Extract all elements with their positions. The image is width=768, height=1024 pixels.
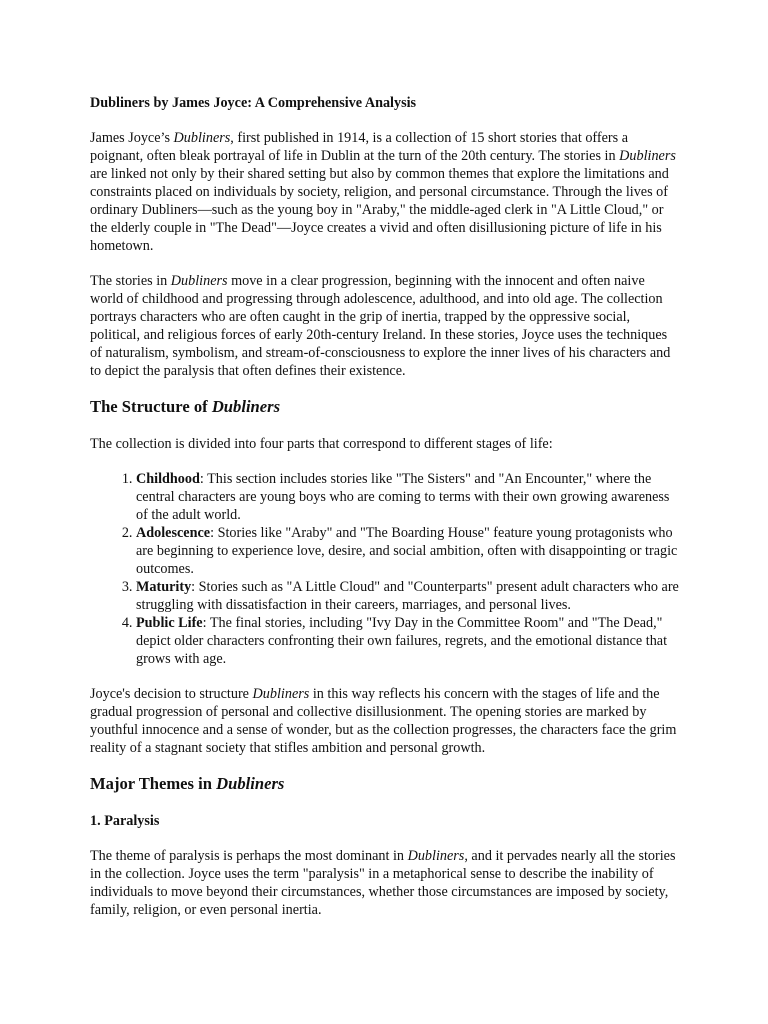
list-item <box>136 524 680 578</box>
intro-paragraph-1 <box>90 129 680 255</box>
structure-heading <box>90 397 680 417</box>
document-title: Dubliners by James Joyce: A Comprehensive Analysis <box>90 95 417 111</box>
book-title-italic: Dubliners <box>170 273 228 289</box>
book-title-italic: Dubliners <box>619 148 676 164</box>
paralysis-subheading: 1. Paralysis <box>90 813 160 829</box>
themes-heading <box>90 774 680 794</box>
text-run: , and it pervades nearly all the stories in the collection. Joyce uses the term "paralysis" in a metaphorical sense to describe the inability of individuals to move beyond their circumstances, whether those circumstances are imposed by society, family, religion, or even personal inertia. <box>90 848 676 918</box>
document-page <box>90 94 680 936</box>
stage-term: Public Life <box>136 615 203 631</box>
text-run: , first published in 1914, is a collection of 15 short stories that offers a poignant, often bleak portrayal of life in Dublin at the turn of the 20th century. The stories in <box>90 130 628 164</box>
list-item <box>136 470 680 524</box>
text-run: are linked not only by their shared setting but also by common themes that explore the limitations and constraints placed on individuals by society, religion, and personal circumstance. Through the lives of ordinary Dubliners—such as the young boy in "Araby," the middle-aged clerk in "A Little Cloud," or the elderly couple in "The Dead"—Joyce creates a vivid and often disillusioning picture of life in his hometown. <box>90 166 669 254</box>
stage-term: Maturity <box>136 579 192 595</box>
stage-description: : This section includes stories like "The Sisters" and "An Encounter," where the central characters are young boys who are coming to terms with their own growing awareness of the adult world. <box>136 471 670 523</box>
paralysis-paragraph <box>90 847 680 919</box>
stage-description: : Stories like "Araby" and "The Boarding House" feature young protagonists who are beginning to experience love, desire, and social ambition, often with disappointing or tragic outcomes. <box>136 525 678 577</box>
list-item <box>136 578 680 614</box>
book-title-italic: Dubliners <box>173 130 231 146</box>
text-run: James Joyce’s <box>90 130 174 146</box>
structure-lead: The collection is divided into four parts that correspond to different stages of life: <box>90 436 553 452</box>
text-run: Joyce's decision to structure <box>90 686 253 702</box>
stages-list <box>90 470 680 668</box>
book-title-italic: Dubliners <box>407 848 465 864</box>
intro-paragraph-2 <box>90 272 680 380</box>
stage-description: : The final stories, including "Ivy Day in the Committee Room" and "The Dead," depict older characters confronting their own failures, regrets, and the emotional distance that grows with age. <box>136 615 668 667</box>
list-item <box>136 614 680 668</box>
book-title-italic: Dubliners <box>216 774 285 793</box>
text-run: The stories in <box>90 273 171 289</box>
text-run: in this way reflects his concern with the stages of life and the gradual progression of personal and collective disillusionment. The opening stories are marked by youthful innocence and a sense of wonder, but as the collection progresses, the characters face the grim reality of a stagnant society that stifles ambition and personal growth. <box>90 686 677 756</box>
stage-term: Adolescence <box>136 525 211 541</box>
book-title-italic: Dubliners <box>252 686 310 702</box>
structure-closing-paragraph <box>90 685 680 757</box>
text-run: The theme of paralysis is perhaps the most dominant in <box>90 848 408 864</box>
text-run: move in a clear progression, beginning with the innocent and often naive world of childhood and progressing through adolescence, adulthood, and into old age. The collection portrays characters who are often caught in the grip of inertia, trapped by the oppressive social, political, and religious forces of early 20th-century Ireland. In these stories, Joyce uses the techniques of naturalism, symbolism, and stream-of-consciousness to explore the inner lives of his characters and to depict the paralysis that often defines their existence. <box>90 273 671 379</box>
stage-term: Childhood <box>136 471 200 487</box>
heading-text: The Structure of <box>90 397 212 416</box>
book-title-italic: Dubliners <box>211 397 281 416</box>
stage-description: : Stories such as "A Little Cloud" and "Counterparts" present adult characters who are struggling with dissatisfaction in their careers, marriages, and personal lives. <box>136 579 679 613</box>
heading-text: Major Themes in <box>90 774 217 793</box>
